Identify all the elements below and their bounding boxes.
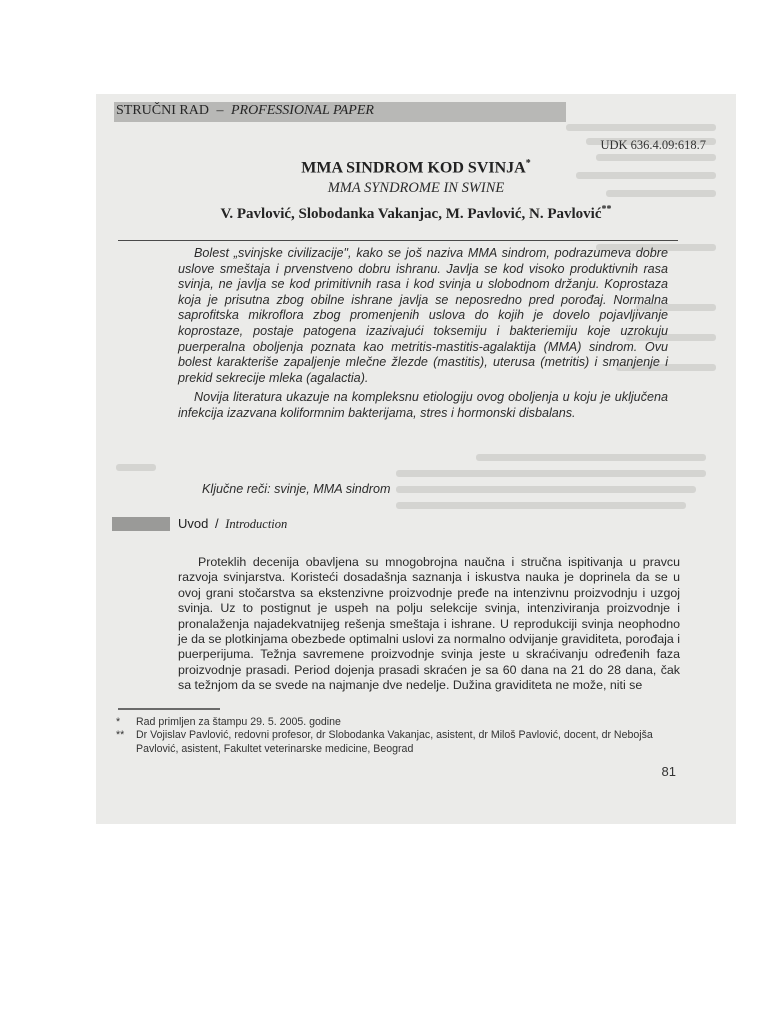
author-list bbox=[96, 204, 736, 223]
footnote-divider bbox=[118, 708, 220, 710]
body-paragraph: Proteklih decenija obavljena su mnogobrojna naučna i stručna ispitivanja u pravcu razvoja svinjarstva. Koristeći dosadašnja saznanja i iskustva nauka je doprinela da se u ovoj grani stočarstva sa ekstenzivne proizvodnje pređe na intenzivnu proizvodnju i uzgoj svinja. Uz to postignut je uspeh na polju selekcije svinja, intenziviranja proizvodnje i pronalaženja najadekvatnijeg rešenja smeštaja i ishrane. U reprodukciji svinja neophodno je da se plotkinjama obezbede optimalni uslovi za normalno odvijanje graviditeta, porođaja i puerperijuma. Težnja savremene proizvodnje svinja jeste u skraćivanju određenih faza proizvodnje prasadi. Period dojenja prasadi skraćen je sa 60 dana na 21 do 28 dana, čak sa težnjom da se svede na najmanje dve nedelje. Dužina graviditeta ne može, niti se bbox=[178, 555, 680, 693]
footnote-text: Dr Vojislav Pavlović, redovni profesor, dr Slobodanka Vakanjac, asistent, dr Miloš Pavlović, docent, dr Nebojša Pavlović, asistent, Fakultet veterinarske medicine, Beograd bbox=[136, 729, 653, 755]
paper-type-sr: STRUČNI RAD bbox=[116, 103, 209, 118]
abstract bbox=[178, 246, 668, 422]
abstract-paragraph: Bolest „svinjske civilizacije", kako se još naziva MMA sindrom, podrazumeva dobre uslove smeštaja i prvenstveno dobru ishranu. Javlja se kod visoko produktivnih rasa svinja, ne javlja se kod primitivnih rasa i kod svinja u slobodnom držanju. Koprostaza koja je prisutna zbog obilne ishrane javlja se neposredno pred porođaj. Normalna saprofitska mikroflora zbog promenjenih uslova do kojih je dovelo pojavljivanje koprostaze, postaje patogena izazivajući toksemiju i bakteriemiju koje uzrokuju puerperalna oboljenja poznata kao metritis-mastitis-agalaktija (MMA) sindrom. Ovu bolest karakteriše zapaljenje mlečne žlezde (mastitis), uterusa (metritis) i smanjenje i prekid sekrecije mleka (agalactia). bbox=[178, 246, 668, 385]
udk-code: UDK 636.4.09:618.7 bbox=[600, 138, 706, 152]
title-divider bbox=[118, 240, 678, 241]
abstract-paragraph: Novija literatura ukazuje na kompleksnu etiologiju ovog oboljenja u koju je uključena infekcija izazvana koliformnim bakterijama, stres i hormonski disbalans. bbox=[178, 390, 668, 420]
keywords: Ključne reči: svinje, MMA sindrom bbox=[202, 482, 391, 496]
authors-footnote-mark: ** bbox=[601, 204, 612, 215]
article-title-text: MMA SINDROM KOD SVINJA bbox=[301, 159, 526, 177]
section-title-sr: Uvod bbox=[178, 516, 209, 531]
footnote-mark: * bbox=[116, 716, 121, 728]
footnote bbox=[116, 729, 686, 756]
section-marker-bar bbox=[112, 517, 170, 531]
footnote-mark: ** bbox=[116, 729, 125, 742]
footnote-text: Rad primljen za štampu 29. 5. 2005. godine bbox=[136, 716, 341, 728]
footnotes bbox=[116, 716, 686, 756]
author-names: V. Pavlović, Slobodanka Vakanjac, M. Pavlović, N. Pavlović bbox=[220, 206, 602, 222]
paper-type-label bbox=[116, 103, 374, 119]
section-title-slash: / bbox=[214, 516, 219, 531]
paper-sheet bbox=[96, 94, 736, 824]
section-heading bbox=[178, 516, 287, 532]
article-title bbox=[96, 158, 736, 177]
article-subtitle: MMA SYNDROME IN SWINE bbox=[327, 180, 505, 196]
title-footnote-mark: * bbox=[525, 158, 531, 169]
paper-type-en: PROFESSIONAL PAPER bbox=[230, 103, 374, 118]
paper-type-separator: – bbox=[216, 103, 224, 118]
section-title-en: Introduction bbox=[225, 517, 288, 531]
page-number: 81 bbox=[661, 764, 676, 779]
footnote bbox=[116, 716, 686, 729]
body-text bbox=[178, 555, 680, 694]
